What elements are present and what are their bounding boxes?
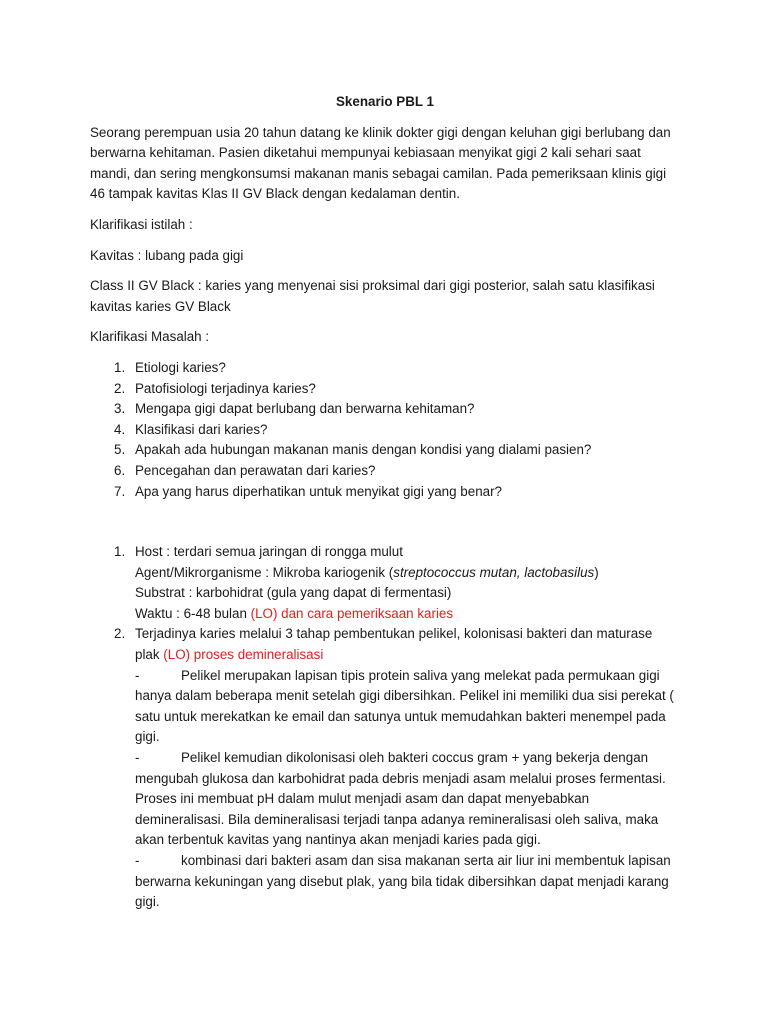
klarifikasi-istilah-heading: Klarifikasi istilah : (90, 216, 193, 232)
list-item (90, 379, 680, 400)
list-number: 1. (114, 359, 126, 375)
dash-marker: - (135, 750, 140, 766)
page-title: Skenario PBL 1 (336, 94, 434, 109)
intro-text: Terjadinya karies melalui 3 tahap pembentukan pelikel, kolonisasi bakteri dan maturase plak (135, 626, 653, 663)
answer-2-intro (135, 624, 680, 665)
list-item (90, 482, 680, 503)
answer-list (90, 542, 680, 913)
list-number: 6. (114, 462, 126, 478)
class-ii-definition: Class II GV Black : karies yang menyenai sisi proksimal dari gigi posterior, salah satu klasifikasi kavitas karies GV Black (90, 278, 655, 314)
question-list (90, 358, 680, 502)
learning-objective-note: (LO) proses demineralisasi (163, 647, 324, 663)
klarifikasi-masalah-heading: Klarifikasi Masalah : (90, 329, 210, 345)
kavitas-definition: Kavitas : lubang pada gigi (90, 247, 244, 263)
waktu-line (135, 604, 680, 625)
bullet-text: Pelikel kemudian dikolonisasi oleh bakteri coccus gram + yang bekerja dengan mengubah glukosa dan karbohidrat pada debris menjadi asam melalui proses fermentasi. Proses ini membuat pH dalam mulut menjadi asam dan dapat menyebabkan demineralisasi. Bila demineralisasi terjadi tanpa adanya remineralisasi oleh saliva, maka akan terbentuk kavitas yang nantinya akan menjadi karies pada gigi. (135, 750, 666, 848)
bullet-item (135, 851, 680, 913)
bullet-text: kombinasi dari bakteri asam dan sisa makanan serta air liur ini membentuk lapisan berwarna kekuningan yang disebut plak, yang bila tidak dibersihkan dapat menjadi karang gigi. (135, 853, 671, 910)
list-item (90, 461, 680, 482)
answer-item-1 (90, 542, 680, 624)
document-content (90, 92, 680, 913)
agent-italic: streptococcus mutan, lactobasilus (393, 564, 595, 580)
list-item-text: Klasifikasi dari karies? (135, 421, 268, 437)
list-number: 2. (114, 380, 126, 396)
list-number: 1. (114, 544, 126, 560)
list-number: 7. (114, 483, 126, 499)
waktu-text: Waktu : 6-48 bulan (135, 605, 251, 621)
dash-marker: - (135, 853, 140, 868)
bullet-item (135, 748, 680, 851)
list-item-text: Patofisiologi terjadinya karies? (135, 380, 316, 396)
bullet-item (135, 666, 680, 748)
list-item (90, 399, 680, 420)
list-number: 5. (114, 442, 126, 458)
list-item-text: Pencegahan dan perawatan dari karies? (135, 462, 376, 478)
list-number: 3. (114, 401, 126, 417)
scenario-paragraph: Seorang perempuan usia 20 tahun datang ke klinik dokter gigi dengan keluhan gigi berlubang dan berwarna kehitaman. Pasien diketahui mempunyai kebiasaan menyikat gigi 2 kali sehari saat mandi, dan sering mengkonsumsi makanan manis sebagai camilan. Pada pemeriksaan klinis gigi 46 tampak kavitas Klas II GV Black dengan kedalaman dentin. (90, 124, 671, 202)
list-item-text: Mengapa gigi dapat berlubang dan berwarna kehitaman? (135, 401, 475, 417)
list-item-text: Apakah ada hubungan makanan manis dengan kondisi yang dialami pasien? (135, 442, 592, 458)
dash-marker: - (135, 667, 140, 683)
agent-prefix: Agent/Mikrorganisme : Mikroba kariogenik ( (135, 564, 394, 580)
list-item-text: Apa yang harus diperhatikan untuk menyikat gigi yang benar? (135, 483, 502, 499)
answer-item-2 (90, 624, 680, 912)
list-item (90, 358, 680, 379)
list-item (90, 440, 680, 461)
host-line: Host : terdari semua jaringan di rongga mulut (135, 544, 403, 560)
agent-line (135, 563, 680, 584)
agent-suffix: ) (594, 564, 599, 580)
list-item-text: Etiologi karies? (135, 359, 226, 375)
substrat-line: Substrat : karbohidrat (gula yang dapat di fermentasi) (135, 585, 452, 601)
list-number: 4. (114, 421, 126, 437)
learning-objective-note: (LO) dan cara pemeriksaan karies (250, 605, 454, 621)
list-item (90, 420, 680, 441)
list-number: 2. (114, 626, 126, 642)
bullet-text: Pelikel merupakan lapisan tipis protein saliva yang melekat pada permukaan gigi hanya dalam beberapa menit setelah gigi dibersihkan. Pelikel ini memiliki dua sisi perekat ( satu untuk merekatkan ke email dan satunya untuk memudahkan bakteri menempel pada gigi. (135, 667, 674, 745)
